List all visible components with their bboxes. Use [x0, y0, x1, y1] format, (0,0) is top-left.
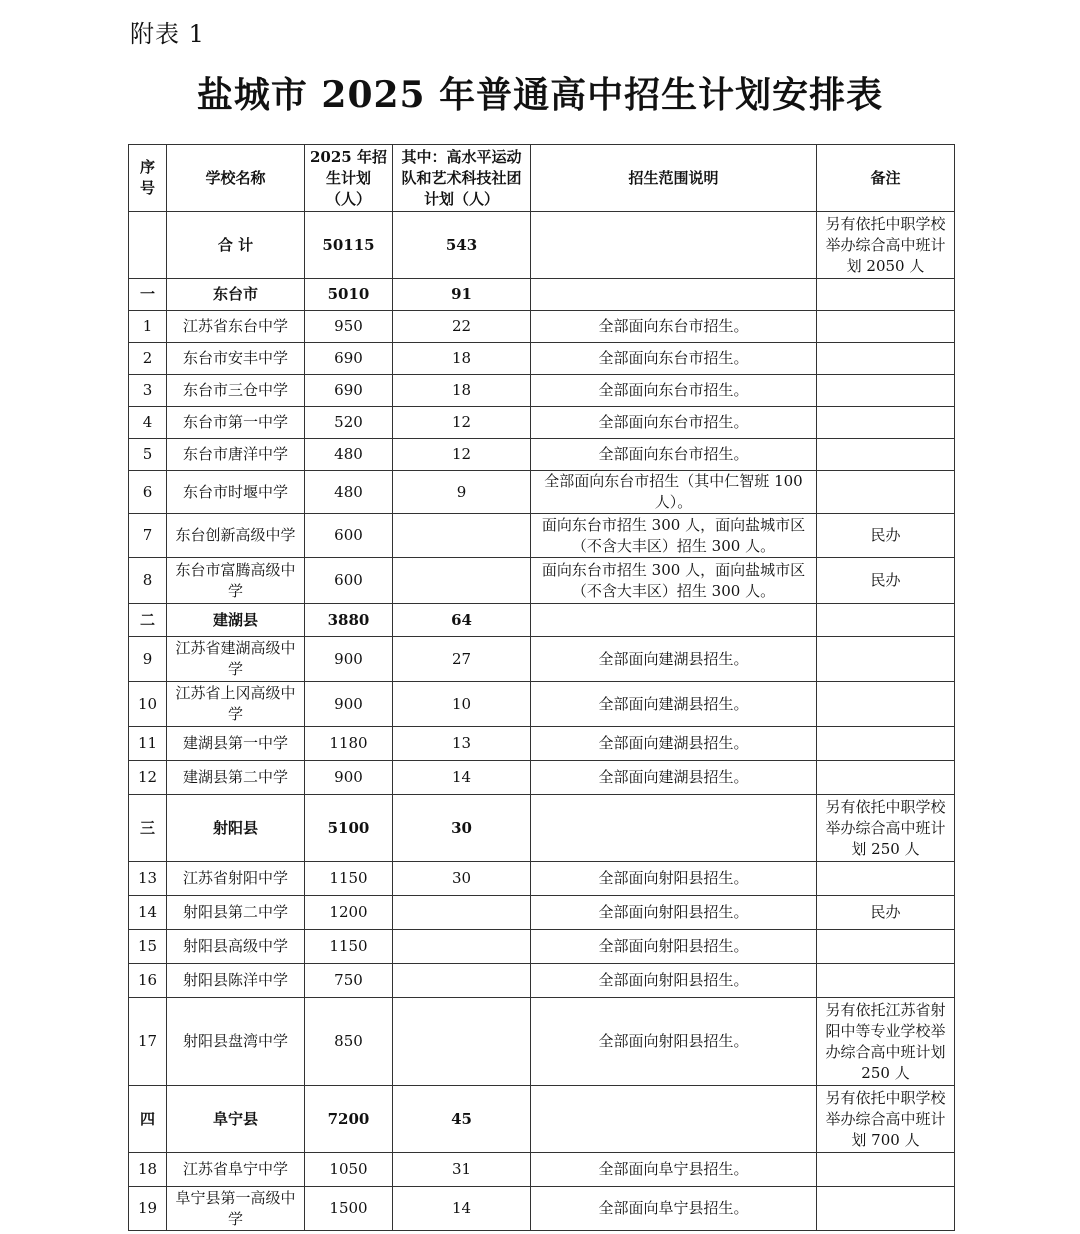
cell-scope: 全部面向阜宁县招生。 — [531, 1187, 817, 1231]
cell-school-name: 东台创新高级中学 — [167, 514, 305, 558]
cell-no: 2 — [129, 343, 167, 375]
table-row — [129, 407, 955, 439]
cell-scope: 面向东台市招生 300 人，面向盐城市区（不含大丰区）招生 300 人。 — [531, 558, 817, 604]
total-note: 另有依托中职学校举办综合高中班计划 2050 人 — [817, 212, 955, 279]
cell-note — [817, 682, 955, 727]
cell-plan: 1050 — [305, 1153, 393, 1187]
table-row — [129, 558, 955, 604]
cell-special-plan — [393, 998, 531, 1086]
cell-no: 一 — [129, 279, 167, 311]
table-row — [129, 761, 955, 795]
cell-plan: 900 — [305, 637, 393, 682]
total-scope — [531, 212, 817, 279]
cell-school-name: 东台市三仓中学 — [167, 375, 305, 407]
cell-note — [817, 761, 955, 795]
cell-special-plan: 9 — [393, 471, 531, 514]
cell-scope: 全部面向东台市招生（其中仁智班 100 人）。 — [531, 471, 817, 514]
cell-school-name: 东台市时堰中学 — [167, 471, 305, 514]
cell-scope: 全部面向建湖县招生。 — [531, 637, 817, 682]
cell-special-plan: 18 — [393, 375, 531, 407]
cell-school-name: 建湖县第二中学 — [167, 761, 305, 795]
cell-note — [817, 375, 955, 407]
table-row — [129, 343, 955, 375]
cell-plan: 900 — [305, 761, 393, 795]
cell-no: 1 — [129, 311, 167, 343]
header-plan: 2025 年招生计划（人） — [305, 145, 393, 212]
table-row — [129, 637, 955, 682]
cell-no: 6 — [129, 471, 167, 514]
table-row — [129, 862, 955, 896]
region-row — [129, 795, 955, 862]
cell-plan: 690 — [305, 343, 393, 375]
cell-no: 15 — [129, 930, 167, 964]
cell-scope: 全部面向东台市招生。 — [531, 311, 817, 343]
cell-scope: 全部面向射阳县招生。 — [531, 862, 817, 896]
cell-no: 18 — [129, 1153, 167, 1187]
cell-special-plan: 27 — [393, 637, 531, 682]
cell-scope: 全部面向东台市招生。 — [531, 343, 817, 375]
cell-special-plan: 14 — [393, 761, 531, 795]
cell-plan: 5010 — [305, 279, 393, 311]
table-header-row — [129, 145, 955, 212]
enrollment-plan-table — [128, 144, 955, 1231]
table-row — [129, 998, 955, 1086]
cell-note — [817, 279, 955, 311]
cell-school-name: 江苏省建湖高级中学 — [167, 637, 305, 682]
cell-note: 另有依托中职学校举办综合高中班计划 250 人 — [817, 795, 955, 862]
cell-special-plan: 18 — [393, 343, 531, 375]
cell-special-plan: 14 — [393, 1187, 531, 1231]
cell-no: 5 — [129, 439, 167, 471]
cell-no: 17 — [129, 998, 167, 1086]
cell-special-plan: 12 — [393, 407, 531, 439]
cell-scope: 全部面向建湖县招生。 — [531, 761, 817, 795]
cell-note — [817, 862, 955, 896]
region-row — [129, 279, 955, 311]
cell-no: 16 — [129, 964, 167, 998]
cell-no: 二 — [129, 604, 167, 637]
cell-school-name: 江苏省射阳中学 — [167, 862, 305, 896]
cell-note — [817, 407, 955, 439]
cell-school-name: 东台市 — [167, 279, 305, 311]
cell-scope: 全部面向东台市招生。 — [531, 407, 817, 439]
cell-note — [817, 439, 955, 471]
cell-scope: 面向东台市招生 300 人，面向盐城市区（不含大丰区）招生 300 人。 — [531, 514, 817, 558]
cell-note — [817, 964, 955, 998]
cell-school-name: 射阳县第二中学 — [167, 896, 305, 930]
header-special-plan: 其中：高水平运动队和艺术科技社团计划（人） — [393, 145, 531, 212]
header-school-name: 学校名称 — [167, 145, 305, 212]
cell-special-plan: 13 — [393, 727, 531, 761]
cell-plan: 1180 — [305, 727, 393, 761]
cell-no: 9 — [129, 637, 167, 682]
cell-special-plan: 45 — [393, 1086, 531, 1153]
cell-school-name: 射阳县高级中学 — [167, 930, 305, 964]
cell-note: 民办 — [817, 558, 955, 604]
cell-school-name: 阜宁县 — [167, 1086, 305, 1153]
cell-plan: 600 — [305, 558, 393, 604]
cell-plan: 1200 — [305, 896, 393, 930]
cell-school-name: 东台市唐洋中学 — [167, 439, 305, 471]
cell-no: 三 — [129, 795, 167, 862]
total-plan: 50115 — [305, 212, 393, 279]
cell-school-name: 江苏省东台中学 — [167, 311, 305, 343]
table-row — [129, 514, 955, 558]
cell-note — [817, 1153, 955, 1187]
cell-plan: 480 — [305, 471, 393, 514]
cell-special-plan: 31 — [393, 1153, 531, 1187]
cell-plan: 690 — [305, 375, 393, 407]
cell-scope: 全部面向射阳县招生。 — [531, 930, 817, 964]
cell-no: 12 — [129, 761, 167, 795]
cell-plan: 520 — [305, 407, 393, 439]
cell-plan: 3880 — [305, 604, 393, 637]
cell-plan: 900 — [305, 682, 393, 727]
total-row — [129, 212, 955, 279]
cell-special-plan: 22 — [393, 311, 531, 343]
cell-plan: 750 — [305, 964, 393, 998]
cell-scope: 全部面向阜宁县招生。 — [531, 1153, 817, 1187]
cell-school-name: 射阳县盘湾中学 — [167, 998, 305, 1086]
table-row — [129, 311, 955, 343]
cell-scope: 全部面向射阳县招生。 — [531, 964, 817, 998]
cell-special-plan — [393, 930, 531, 964]
document-title: 盐城市 2025 年普通高中招生计划安排表 — [196, 74, 884, 116]
cell-note: 另有依托江苏省射阳中等专业学校举办综合高中班计划 250 人 — [817, 998, 955, 1086]
total-special: 543 — [393, 212, 531, 279]
cell-school-name: 东台市第一中学 — [167, 407, 305, 439]
cell-no: 4 — [129, 407, 167, 439]
cell-no: 19 — [129, 1187, 167, 1231]
table-row — [129, 471, 955, 514]
cell-plan: 1150 — [305, 862, 393, 896]
cell-special-plan: 64 — [393, 604, 531, 637]
total-no — [129, 212, 167, 279]
cell-special-plan: 30 — [393, 862, 531, 896]
cell-no: 14 — [129, 896, 167, 930]
cell-scope — [531, 795, 817, 862]
cell-special-plan: 30 — [393, 795, 531, 862]
cell-school-name: 射阳县陈洋中学 — [167, 964, 305, 998]
cell-note — [817, 930, 955, 964]
cell-scope: 全部面向建湖县招生。 — [531, 727, 817, 761]
header-scope: 招生范围说明 — [531, 145, 817, 212]
cell-school-name: 射阳县 — [167, 795, 305, 862]
cell-school-name: 阜宁县第一高级中学 — [167, 1187, 305, 1231]
cell-no: 13 — [129, 862, 167, 896]
cell-note — [817, 604, 955, 637]
cell-scope — [531, 604, 817, 637]
cell-note: 民办 — [817, 514, 955, 558]
cell-no: 10 — [129, 682, 167, 727]
cell-special-plan — [393, 558, 531, 604]
cell-school-name: 江苏省上冈高级中学 — [167, 682, 305, 727]
cell-note: 民办 — [817, 896, 955, 930]
cell-plan: 1150 — [305, 930, 393, 964]
cell-school-name: 建湖县第一中学 — [167, 727, 305, 761]
cell-plan: 600 — [305, 514, 393, 558]
region-row — [129, 1086, 955, 1153]
cell-scope: 全部面向射阳县招生。 — [531, 896, 817, 930]
cell-school-name: 东台市富腾高级中学 — [167, 558, 305, 604]
cell-note — [817, 471, 955, 514]
table-row — [129, 1187, 955, 1231]
cell-special-plan: 12 — [393, 439, 531, 471]
cell-plan: 1500 — [305, 1187, 393, 1231]
cell-plan: 950 — [305, 311, 393, 343]
cell-school-name: 东台市安丰中学 — [167, 343, 305, 375]
cell-scope — [531, 1086, 817, 1153]
cell-note — [817, 311, 955, 343]
cell-school-name: 建湖县 — [167, 604, 305, 637]
cell-plan: 7200 — [305, 1086, 393, 1153]
cell-scope: 全部面向东台市招生。 — [531, 375, 817, 407]
cell-special-plan: 10 — [393, 682, 531, 727]
cell-no: 四 — [129, 1086, 167, 1153]
cell-plan: 850 — [305, 998, 393, 1086]
table-row — [129, 727, 955, 761]
cell-no: 3 — [129, 375, 167, 407]
table-row — [129, 439, 955, 471]
header-no: 序号 — [129, 145, 167, 212]
cell-special-plan — [393, 514, 531, 558]
region-row — [129, 604, 955, 637]
cell-note — [817, 637, 955, 682]
cell-note — [817, 343, 955, 375]
total-label: 合 计 — [167, 212, 305, 279]
table-row — [129, 375, 955, 407]
cell-note — [817, 1187, 955, 1231]
cell-special-plan — [393, 896, 531, 930]
cell-no: 8 — [129, 558, 167, 604]
table-row — [129, 930, 955, 964]
cell-special-plan — [393, 964, 531, 998]
attachment-label: 附表 1 — [130, 20, 205, 48]
table-row — [129, 1153, 955, 1187]
cell-plan: 480 — [305, 439, 393, 471]
cell-scope: 全部面向建湖县招生。 — [531, 682, 817, 727]
table-row — [129, 896, 955, 930]
cell-school-name: 江苏省阜宁中学 — [167, 1153, 305, 1187]
cell-scope: 全部面向射阳县招生。 — [531, 998, 817, 1086]
cell-note: 另有依托中职学校举办综合高中班计划 700 人 — [817, 1086, 955, 1153]
cell-scope — [531, 279, 817, 311]
cell-no: 11 — [129, 727, 167, 761]
cell-special-plan: 91 — [393, 279, 531, 311]
cell-plan: 5100 — [305, 795, 393, 862]
cell-scope: 全部面向东台市招生。 — [531, 439, 817, 471]
cell-no: 7 — [129, 514, 167, 558]
cell-note — [817, 727, 955, 761]
header-note: 备注 — [817, 145, 955, 212]
table-row — [129, 682, 955, 727]
table-row — [129, 964, 955, 998]
